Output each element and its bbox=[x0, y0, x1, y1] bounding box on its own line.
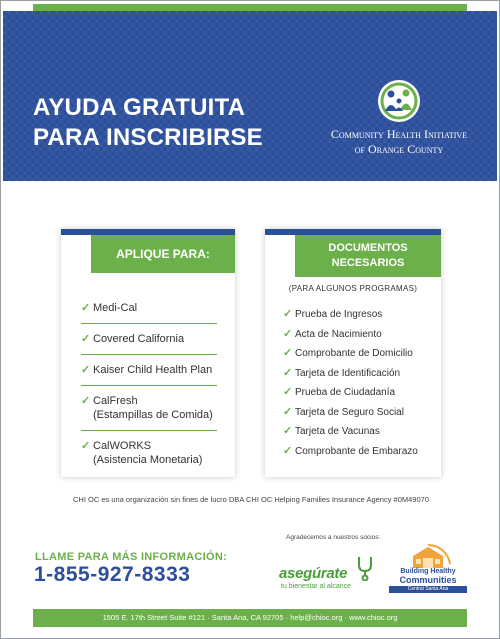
document-item bbox=[283, 364, 433, 384]
check-icon: ✓ bbox=[81, 302, 91, 314]
programs-card bbox=[61, 229, 235, 477]
check-icon: ✓ bbox=[283, 366, 293, 379]
page-title bbox=[33, 93, 303, 153]
asegurate-logo bbox=[279, 553, 377, 595]
check-icon: ✓ bbox=[81, 364, 91, 376]
document-item bbox=[283, 422, 433, 442]
document-name: Tarjeta de Seguro Social bbox=[295, 406, 404, 418]
bhc-line-2: Communities bbox=[399, 575, 457, 585]
program-item bbox=[81, 355, 217, 386]
program-name: Kaiser Child Health Plan bbox=[93, 364, 213, 376]
program-item bbox=[81, 431, 217, 475]
document-name: Comprobante de Embarazo bbox=[295, 445, 418, 457]
document-item bbox=[283, 442, 433, 462]
disclaimer-text: CHI OC es una organización sin fines de lucro DBA CHI OC Helping Families Insurance Agency #0M49070 bbox=[72, 495, 429, 504]
documents-card bbox=[265, 229, 441, 477]
documents-heading-line-2: NECESARIOS bbox=[331, 257, 405, 269]
documents-heading-line-1: DOCUMENTOS bbox=[328, 242, 408, 254]
footer-contact-bar: 1505 E. 17th Street Suite #121 · Santa Ana, CA 92705 · help@chioc.org · www.chioc.org bbox=[33, 609, 467, 627]
program-detail: (Estampillas de Comida) bbox=[93, 409, 213, 421]
documents-subheading: (PARA ALGUNOS PROGRAMAS) bbox=[288, 284, 418, 293]
check-icon: ✓ bbox=[283, 405, 293, 418]
programs-list bbox=[61, 293, 235, 475]
org-name bbox=[311, 127, 487, 157]
document-item bbox=[283, 325, 433, 345]
document-item bbox=[283, 403, 433, 423]
documents-list bbox=[265, 305, 441, 461]
partners-label: Agradecemos a nuestros socios: bbox=[286, 534, 381, 541]
check-icon: ✓ bbox=[283, 444, 293, 457]
check-icon: ✓ bbox=[81, 395, 91, 407]
document-name: Comprobante de Domicilio bbox=[295, 348, 413, 359]
org-name-line-1: Community Health Initiative bbox=[330, 127, 468, 141]
document-name: Prueba de Ingresos bbox=[295, 309, 383, 320]
program-item bbox=[81, 293, 217, 324]
document-name: Acta de Nacimiento bbox=[295, 328, 382, 340]
stethoscope-icon bbox=[355, 555, 375, 581]
house-icon bbox=[403, 542, 453, 568]
check-icon: ✓ bbox=[81, 333, 91, 345]
document-item bbox=[283, 305, 433, 325]
check-icon: ✓ bbox=[283, 308, 293, 320]
program-detail: (Asistencia Monetaria) bbox=[93, 454, 203, 466]
bhc-line-1: Building Healthy bbox=[400, 568, 456, 575]
top-green-strip bbox=[33, 4, 467, 11]
document-name: Tarjeta de Identificación bbox=[295, 367, 401, 379]
check-icon: ✓ bbox=[283, 347, 293, 359]
check-icon: ✓ bbox=[283, 386, 293, 398]
program-name: CalFresh bbox=[93, 395, 138, 407]
bhc-line-3: Central Santa Ana bbox=[389, 586, 467, 593]
documents-heading bbox=[295, 235, 441, 277]
program-item bbox=[81, 324, 217, 355]
document-item bbox=[283, 383, 433, 403]
family-circle-logo-icon bbox=[373, 77, 425, 125]
check-icon: ✓ bbox=[283, 425, 293, 437]
phone-number[interactable]: 1-855-927-8333 bbox=[34, 563, 191, 586]
title-line-2: PARA INSCRIBIRSE bbox=[33, 124, 263, 151]
program-item bbox=[81, 386, 217, 431]
check-icon: ✓ bbox=[81, 440, 91, 452]
program-name: CalWORKS bbox=[93, 440, 152, 452]
document-name: Prueba de Ciudadanía bbox=[295, 387, 396, 398]
call-label: LLAME PARA MÁS INFORMACIÓN: bbox=[35, 551, 228, 563]
program-name: Medi-Cal bbox=[93, 302, 138, 314]
programs-heading: APLIQUE PARA: bbox=[91, 235, 235, 273]
asegurate-wordmark: asegúrate bbox=[279, 565, 348, 582]
asegurate-tagline: tu bienestar al alcance bbox=[281, 583, 352, 590]
building-healthy-communities-logo bbox=[389, 542, 467, 598]
org-name-line-2: of Orange County bbox=[354, 142, 444, 156]
program-name: Covered California bbox=[93, 333, 185, 345]
document-item bbox=[283, 344, 433, 364]
document-name: Tarjeta de Vacunas bbox=[295, 426, 380, 437]
title-line-1: AYUDA GRATUITA bbox=[33, 94, 246, 121]
check-icon: ✓ bbox=[283, 327, 293, 340]
